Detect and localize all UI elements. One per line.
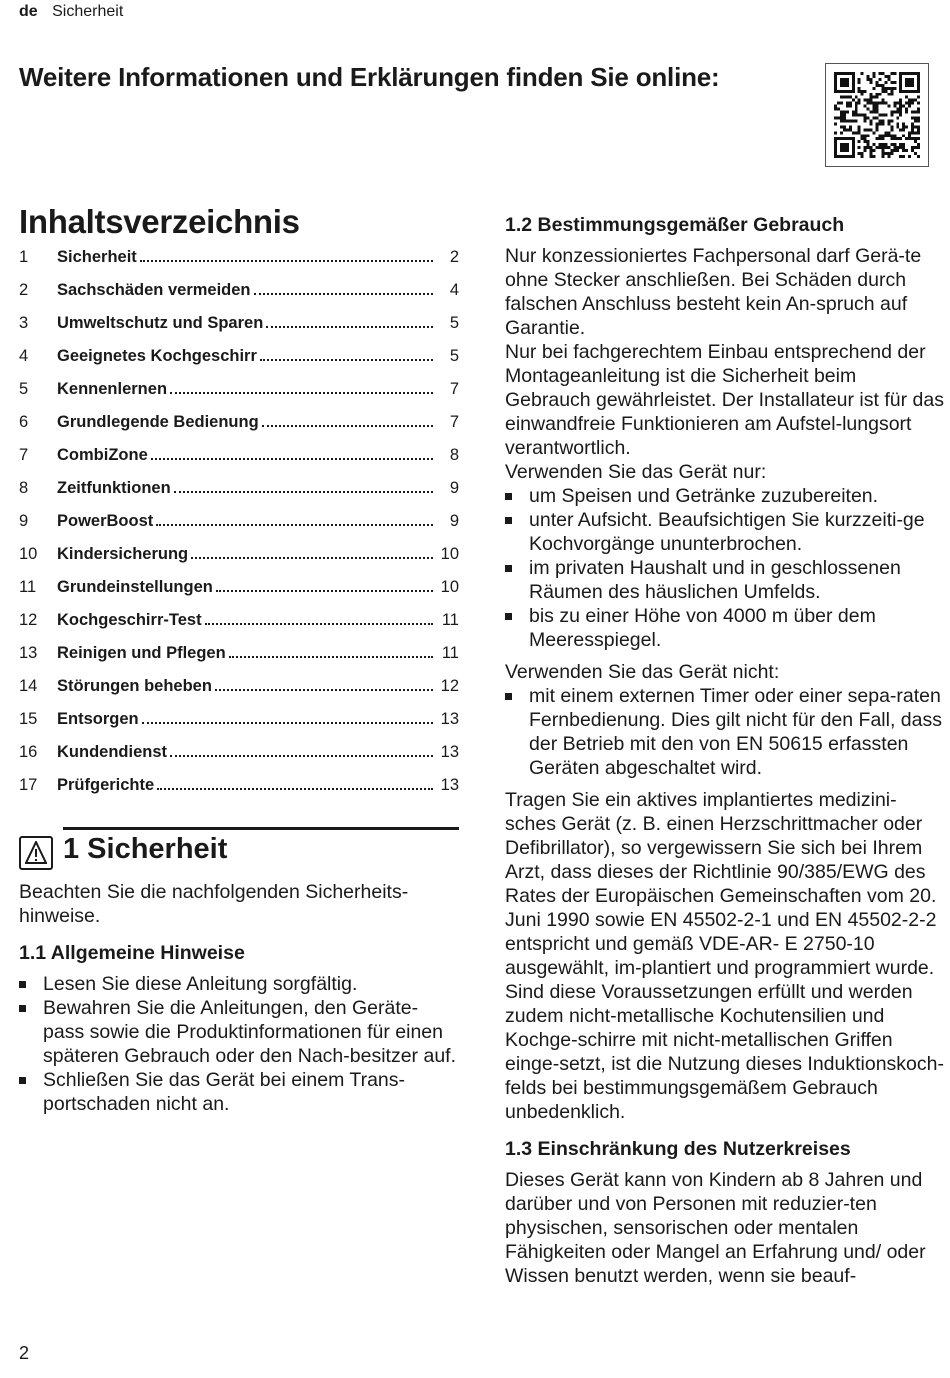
toc-leader-dots xyxy=(191,557,433,559)
list-item: um Speisen und Getränke zuzubereiten. xyxy=(505,484,945,508)
list-item: mit einem externen Timer oder einer sepa-raten Fernbedienung. Dies gilt nicht für den Fall, dass der Betrieb mit den von EN 50615 erfassten Geräten abgeschaltet wird. xyxy=(505,684,945,780)
toc-item-number: 10 xyxy=(19,545,38,563)
toc-item-name: PowerBoost xyxy=(57,512,154,530)
toc-item-name: Reinigen und Pflegen xyxy=(57,644,226,662)
toc-item[interactable] xyxy=(19,446,459,479)
toc-item-name: Zeitfunktionen xyxy=(57,479,171,497)
section-heading xyxy=(63,827,459,870)
toc-item[interactable] xyxy=(19,710,459,743)
paragraph: Verwenden Sie das Gerät nur: xyxy=(505,461,767,483)
toc-item-number: 15 xyxy=(19,710,38,728)
toc-item[interactable] xyxy=(19,776,459,809)
toc-item-number: 7 xyxy=(19,446,29,464)
toc-item-number: 4 xyxy=(19,347,29,365)
toc-leader-dots xyxy=(174,491,433,493)
toc-item-number: 13 xyxy=(19,644,38,662)
toc-item-page: 13 xyxy=(440,743,459,761)
toc-leader-dots xyxy=(254,293,433,295)
online-info-title: Weitere Informationen und Erklärungen finden Sie online: xyxy=(19,62,720,92)
section-title: 1 Sicherheit xyxy=(63,833,228,865)
section-intro: Beachten Sie die nachfolgenden Sicherheits-hinweise. xyxy=(19,881,409,927)
toc-leader-dots xyxy=(216,590,433,592)
toc-item-number: 2 xyxy=(19,281,29,299)
toc-item-name: Sicherheit xyxy=(57,248,137,266)
toc-leader-dots xyxy=(170,755,433,757)
toc-item-number: 17 xyxy=(19,776,38,794)
toc-item-page: 4 xyxy=(449,281,459,299)
toc-item-number: 9 xyxy=(19,512,29,530)
allowed-use-list xyxy=(505,484,945,652)
left-column xyxy=(19,200,459,1116)
page-header xyxy=(19,3,123,21)
toc-item-number: 16 xyxy=(19,743,38,761)
toc-leader-dots xyxy=(142,722,433,724)
toc-item-name: Sachschäden vermeiden xyxy=(57,281,251,299)
language-code: de xyxy=(19,3,38,20)
toc-item[interactable] xyxy=(19,314,459,347)
toc-item[interactable] xyxy=(19,578,459,611)
page-number: 2 xyxy=(19,1343,30,1363)
qr-code-graphic xyxy=(834,72,920,158)
subsection-1-1-title: 1.1 Allgemeine Hinweise xyxy=(19,942,245,964)
toc-item-page: 9 xyxy=(449,512,459,530)
toc-leader-dots xyxy=(215,689,433,691)
list-item: Lesen Sie diese Anleitung sorgfältig. xyxy=(19,972,459,996)
toc-item-name: Kindersicherung xyxy=(57,545,189,563)
toc-item-page: 12 xyxy=(440,677,459,695)
toc-item[interactable] xyxy=(19,545,459,578)
paragraph: Nur bei fachgerechtem Einbau entsprechend der Montageanleitung ist die Sicherheit beim Gebrauch gewährleistet. Der Installateur ist für das einwandfreie Funktionieren am Aufstel-lungsort verantwortlich. xyxy=(505,341,944,459)
subsection-1-2-title: 1.2 Bestimmungsgemäßer Gebrauch xyxy=(505,214,845,236)
toc-item-name: Grundeinstellungen xyxy=(57,578,213,596)
toc-item-name: Störungen beheben xyxy=(57,677,212,695)
toc-item-page: 13 xyxy=(440,710,459,728)
general-notes-list xyxy=(19,972,459,1116)
toc-leader-dots xyxy=(266,326,433,328)
toc-item-page: 5 xyxy=(449,314,459,332)
toc-leader-dots xyxy=(262,425,433,427)
toc-item-number: 8 xyxy=(19,479,29,497)
toc-item[interactable] xyxy=(19,281,459,314)
list-item: Schließen Sie das Gerät bei einem Trans-portschaden nicht an. xyxy=(19,1068,459,1116)
toc-leader-dots xyxy=(156,524,433,526)
toc-item-name: Entsorgen xyxy=(57,710,139,728)
toc-leader-dots xyxy=(205,623,433,625)
toc-item-name: Kochgeschirr-Test xyxy=(57,611,202,629)
subsection-1-3-title: 1.3 Einschränkung des Nutzerkreises xyxy=(505,1138,851,1160)
paragraph: Verwenden Sie das Gerät nicht: xyxy=(505,661,780,683)
list-item: Bewahren Sie die Anleitungen, den Geräte-pass sowie die Produktinformationen für einen späteren Gebrauch oder den Nach-besitzer auf. xyxy=(19,996,459,1068)
right-column xyxy=(505,212,945,1288)
table-of-contents xyxy=(19,248,459,809)
toc-item-page: 9 xyxy=(449,479,459,497)
toc-item-number: 5 xyxy=(19,380,29,398)
toc-item[interactable] xyxy=(19,380,459,413)
toc-item-page: 11 xyxy=(441,644,459,662)
toc-item-name: Kennenlernen xyxy=(57,380,168,398)
list-item: im privaten Haushalt und in geschlossenen Räumen des häuslichen Umfelds. xyxy=(505,556,945,604)
toc-item[interactable] xyxy=(19,248,459,281)
toc-item-number: 1 xyxy=(19,248,29,266)
toc-item[interactable] xyxy=(19,413,459,446)
toc-item-number: 3 xyxy=(19,314,29,332)
paragraph: Nur konzessioniertes Fachpersonal darf Gerä-te ohne Stecker anschließen. Bei Schäden durch falschen Anschluss besteht kein An-spruch auf Garantie. xyxy=(505,245,922,339)
toc-leader-dots xyxy=(151,458,433,460)
toc-leader-dots xyxy=(140,260,433,262)
toc-leader-dots xyxy=(260,359,433,361)
list-item: unter Aufsicht. Beaufsichtigen Sie kurzzeiti-ge Kochvorgänge ununterbrochen. xyxy=(505,508,945,556)
toc-item-name: Prüfgerichte xyxy=(57,776,155,794)
toc-item-page: 10 xyxy=(440,545,459,563)
list-item: bis zu einer Höhe von 4000 m über dem Meeresspiegel. xyxy=(505,604,945,652)
warning-icon xyxy=(19,836,53,870)
header-section: Sicherheit xyxy=(52,3,124,20)
toc-item[interactable] xyxy=(19,512,459,545)
toc-item-page: 2 xyxy=(449,248,459,266)
toc-item[interactable] xyxy=(19,611,459,644)
qr-code-icon[interactable] xyxy=(825,63,929,167)
toc-item-page: 10 xyxy=(440,578,459,596)
toc-item-name: Grundlegende Bedienung xyxy=(57,413,259,431)
toc-item-name: CombiZone xyxy=(57,446,148,464)
paragraph: Dieses Gerät kann von Kindern ab 8 Jahren und darüber und von Personen mit reduzier-ten physischen, sensorischen oder mentalen Fähigkeiten oder Mangel an Erfahrung und/ oder Wissen benutzt werden, wenn sie beauf- xyxy=(505,1169,926,1287)
paragraph: Tragen Sie ein aktives implantiertes medizini-sches Gerät (z. B. einen Herzschrittmacher oder Defibrillator), so vergewissern Sie sich bei Ihrem Arzt, dass dieses der Richtlinie 90/385/EWG des Rates der Europäischen Gemeinschaften vom 20. Juni 1990 sowie EN 45502-2-1 und EN 45502-2-2 entspricht und gemäß VDE-AR- E 2750-10 ausgewählt, im-plantiert und programmiert wurde. Sind diese Voraussetzungen erfüllt und werden zudem nicht-metallische Kochutensilien und Kochge-schirre mit nicht-metallischen Griffen einge-setzt, ist die Nutzung dieses Induktionskoch-felds bei bestimmungsgemäßem Gebrauch unbedenklich. xyxy=(505,789,944,1123)
toc-title: Inhaltsverzeichnis xyxy=(19,203,300,240)
toc-item-number: 14 xyxy=(19,677,38,695)
toc-item[interactable] xyxy=(19,677,459,710)
toc-item-name: Geeignetes Kochgeschirr xyxy=(57,347,257,365)
toc-item[interactable] xyxy=(19,644,459,677)
toc-item-name: Umweltschutz und Sparen xyxy=(57,314,264,332)
toc-item-name: Kundendienst xyxy=(57,743,167,761)
toc-item[interactable] xyxy=(19,479,459,512)
toc-item-page: 11 xyxy=(441,611,459,629)
toc-item[interactable] xyxy=(19,347,459,380)
toc-item-number: 6 xyxy=(19,413,29,431)
toc-leader-dots xyxy=(157,788,433,790)
toc-item-number: 11 xyxy=(19,578,37,596)
toc-item-page: 5 xyxy=(449,347,459,365)
toc-item-page: 7 xyxy=(449,413,459,431)
toc-item[interactable] xyxy=(19,743,459,776)
toc-item-page: 13 xyxy=(440,776,459,794)
toc-leader-dots xyxy=(170,392,433,394)
toc-leader-dots xyxy=(229,656,433,658)
toc-item-page: 7 xyxy=(449,380,459,398)
toc-item-page: 8 xyxy=(449,446,459,464)
toc-item-number: 12 xyxy=(19,611,38,629)
forbidden-use-list xyxy=(505,684,945,780)
